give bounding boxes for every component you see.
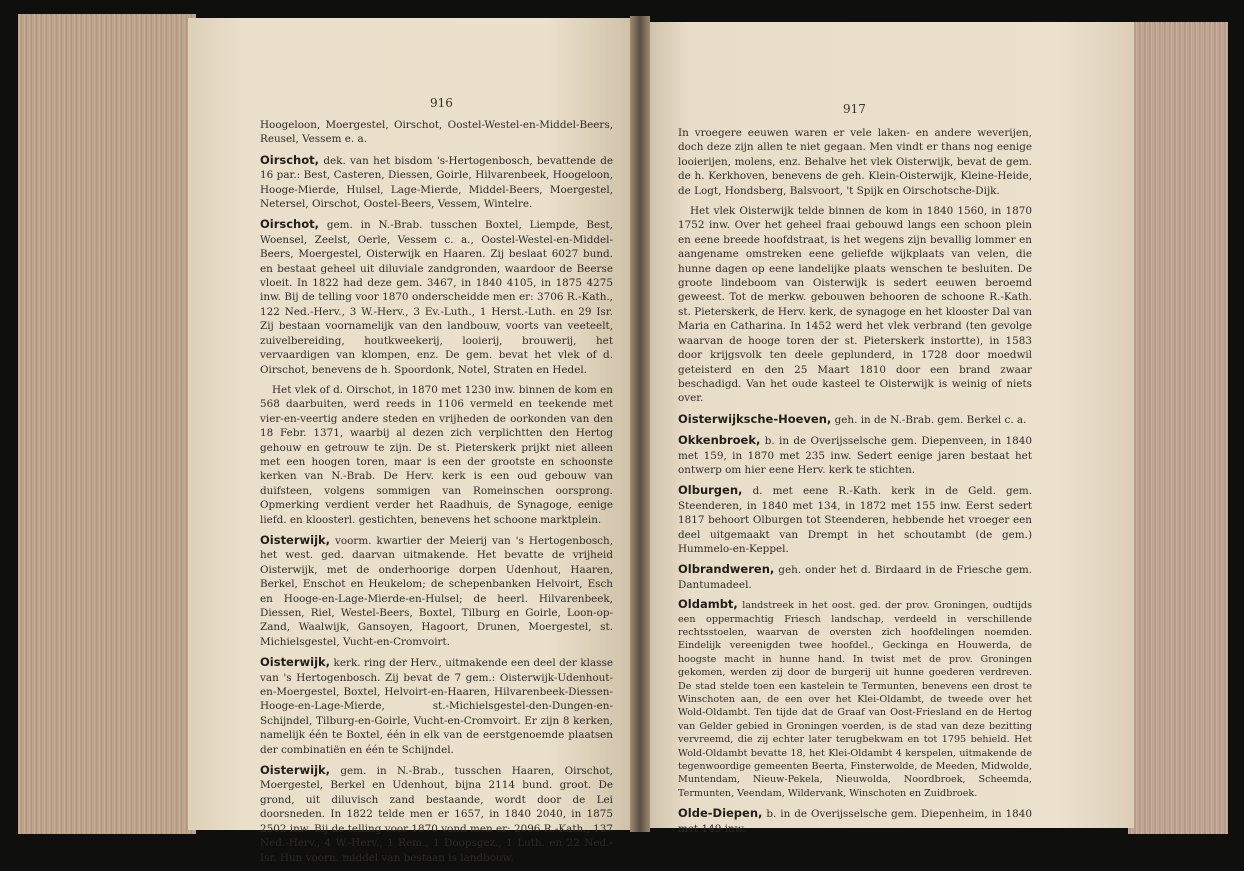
book-gutter — [630, 16, 650, 832]
left-page-number: 916 — [430, 96, 453, 110]
dictionary-entry — [678, 433, 1032, 477]
entry-headword: Oisterwijk, — [260, 655, 331, 670]
paragraph: Het vlek of d. Oirschot, in 1870 met 1230 inw. binnen de kom en 568 daarbuiten, werd reeds in 1106 vermeld en teekende met vier-en-veertig andere steden en vrijheden de oorkonden van den 18 Febr. 1371, waarbij al dezen zich verplichtten den Hertog gehouw en getrouw te zijn. De st. Pieterskerk prijkt niet alleen met een hoogen toren, maar is een der grootste en schoonste kerken van N.-Brab. De Herv. kerk is een oud gebouw van duifsteen, volgens sommigen van Romeinschen oorsprong. Opmerking verdient verder het Raadhuis, de Synagoge, eenige liefd. en kloosterl. gestichten, benevens het schoone marktplein. — [260, 383, 613, 526]
entry-headword: Oirschot, — [260, 217, 320, 232]
entry-headword: Olbrandweren, — [678, 562, 775, 577]
entry-text: voorm. kwartier der Meierij van 's Hertogenbosch, het west. ged. daarvan uitmakende. Het bevatte de vrijheid Oisterwijk, met de onderhoorige dorpen Udenhout, Haaren, Berkel, Enschot en Heukelom; de schepenbanken Helvoirt, Esch en Hooge-en-Lage-Mierde-en-Hulsel; de heerl. Hilvarenbeek, Diessen, Riel, Westel-Beers, Boxtel, Tilburg en Goirle, Loon-op-Zand, Waalwijk, Gansoyen, Hagoort, Drunen, Moergestel, st. Michielsgestel, Vucht-en-Cromvoirt. — [260, 534, 613, 648]
right-text-column — [678, 126, 1032, 842]
entry-headword: Oisterwijk, — [260, 763, 331, 778]
entry-text: geh. onder het d. Birdaard in de Friesche gem. Dantumadeel. — [678, 564, 1032, 591]
dictionary-entry — [260, 763, 613, 865]
dictionary-entry — [678, 806, 1032, 836]
entry-text: kerk. ring der Herv., uitmakende een deel der klasse van 's Hertogenbosch. Zij bevat de 7 gem.: Oisterwijk-Udenhout-en-Moergestel, Boxtel, Helvoirt-en-Haaren, Hilvarenbeek-Diessen-Hooge-en-Lage-Mierde, st.-Michielsgestel-den-Dungen-en-Schijndel, Tilburg-en-Goirle, Vucht-en-Cromvoirt. Er zijn 8 kerken, namelijk één te Boxtel, één in elk van de eerstgenoemde plaatsen der combinatiën en één te Schijndel. — [260, 657, 613, 756]
entry-text: b. in de Overijsselsche gem. Diepenveen, in 1840 met 159, in 1870 met 235 inw. Sedert eenige jaren bestaat het ontwerp om hier eene Herv. kerk te stichten. — [678, 435, 1032, 476]
dictionary-entry — [678, 483, 1032, 556]
entry-text: gem. in N.-Brab., tusschen Haaren, Oirschot, Moergestel, Berkel en Udenhout, bijna 2114 bund. groot. De grond, uit diluvisch zand bestaande, wordt door de Lei doorsneden. In 1822 telde men er 1657, in 1840 2040, in 1875 2502 inw. Bij de telling voor 1870 vond men er: 2096 R.-Kath., 137 Ned.-Herv., 4 W.-Herv., 1 Rem., 1 Doopsgez., 1 Luth. en 22 Ned.-Isr. Hun voorn. middel van bestaan is landbouw. — [260, 765, 613, 864]
right-page-number: 917 — [843, 102, 866, 116]
entry-text: dek. van het bisdom 's-Hertogenbosch, bevattende de 16 par.: Best, Casteren, Diessen, Goirle, Hilvarenbeek, Hoogeloon, Hooge-Mierde, Hulsel, Lage-Mierde, Middel-Beers, Moergestel, Netersel, Oirschot, Oostel-Beers, Vessem, Wintelre. — [260, 154, 613, 211]
entry-headword: Oirschot, — [260, 152, 320, 167]
entry-text: d. met eene R.-Kath. kerk in de Geld. gem. Steenderen, in 1840 met 134, in 1872 met 155 inw. Eerst sedert 1817 behoort Olburgen tot Steenderen, hebbende het vroeger een deel uitgemaakt van Drempt in het schoutambt (de gem.) Hummelo-en-Keppel. — [678, 485, 1032, 555]
entry-text: gem. in N.-Brab. tusschen Boxtel, Liempde, Best, Woensel, Zeelst, Oerle, Vessem c. a., Oostel-Westel-en-Middel-Beers, Moergestel, Oisterwijk en Haaren. Zij beslaat 6027 bund. en bestaat geheel uit diluviale zandgronden, waardoor de Beerse vloeit. In 1822 had deze gem. 3467, in 1840 4105, in 1875 4275 inw. Bij de telling voor 1870 onderscheidde men er: 3706 R.-Kath., 122 Ned.-Herv., 3 W.-Herv., 3 Ev.-Luth., 1 Herst.-Luth. en 29 Isr. Zij bestaan voornamelijk van den landbouw, voorts van veeteelt, zuivelbereiding, houtkweekerij, looierij, brouwerij, het vervaardigen van klompen, enz. De gem. bevat het vlek of d. Oirschot, benevens de h. Spoordonk, Notel, Straten en Hedel. — [260, 219, 613, 376]
left-text-column — [260, 118, 613, 871]
right-page-edges — [1128, 22, 1228, 834]
entry-text: b. in de Overijsselsche gem. Diepenheim, in 1840 met 149 inw. — [678, 808, 1032, 835]
paragraph: Hoogeloon, Moergestel, Oirschot, Oostel-Westel-en-Middel-Beers, Reusel, Vessem e. a. — [260, 119, 613, 146]
dictionary-entry — [260, 217, 613, 376]
dictionary-entry — [260, 153, 613, 212]
dictionary-entry — [260, 533, 613, 649]
dictionary-entry — [260, 655, 613, 757]
paragraph: In vroegere eeuwen waren er vele laken- en andere weverijen, doch deze zijn allen te niet gegaan. Men vindt er thans nog eenige looierijen, molens, enz. Behalve het vlek Oisterwijk, bevat de gem. de h. Kerkhoven, benevens de geh. Klein-Oisterwijk, Kleine-Heide, de Logt, Hondsberg, Balsvoort, 't Spijk en Oirschotsche-Dijk. — [678, 127, 1032, 197]
dictionary-entry — [678, 598, 1032, 800]
entry-headword: Oldambt, — [678, 597, 738, 612]
dictionary-entry — [678, 562, 1032, 592]
entry-headword: Oisterwijk, — [260, 532, 331, 547]
dictionary-entry — [678, 412, 1032, 427]
left-page-edges — [18, 14, 196, 834]
entry-text: geh. in de N.-Brab. gem. Berkel c. a. — [834, 413, 1027, 426]
entry-text: landstreek in het oost. ged. der prov. Groningen, oudtijds een oppermachtig Friesch landschap, verdeeld in verschillende rechtsstoelen, waarvan de oversten zich hoofdelingen noemden. Eindelijk vereenigden twee hoofdel., Geckinga en Houwerda, de hoogste macht in hunne hand. In twist met de prov. Groningen gekomen, werden zij door de burgerij uit hunne goederen verdreven. De stad stelde toen een kastelein te Termunten, benevens een drost te Winschoten aan, de een over het Klei-Oldambt, de tweede over het Wold-Oldambt. Ten tijde dat de Graaf van Oost-Friesland en de Hertog van Gelder gebied in Groningen voerden, is de stad van deze bezitting vervreemd, die zij echter later terugbekwam en tot 1795 behield. Het Wold-Oldambt bevatte 18, het Klei-Oldambt 4 kerspelen, uitmakende de tegenwoordige gemeenten Beerta, Finsterwolde, de Meeden, Midwolde, Muntendam, Nieuw-Pekela, Nieuwolda, Noordbroek, Scheemda, Termunten, Veendam, Wildervank, Winschoten en Zuidbroek. — [678, 600, 1032, 799]
entry-headword: Olburgen, — [678, 483, 743, 498]
entry-headword: Oisterwijksche-Hoeven, — [678, 411, 832, 426]
paragraph: Het vlek Oisterwijk telde binnen de kom in 1840 1560, in 1870 1752 inw. Over het geheel fraai gebouwd langs een schoon plein en eene breede hoofdstraat, is het wegens zijn bevallig lommer en aangename omstreken eene geliefde wijkplaats van velen, die hunne dagen op eene landelijke plaats wenschen te besluiten. De groote lindeboom van Oisterwijk is sedert eeuwen beroemd geweest. Tot de merkw. gebouwen behooren de schoone R.-Kath. st. Pieterskerk, de Herv. kerk, de synagoge en het klooster Dal van Maria en Catharina. In 1452 werd het vlek verbrand (ten gevolge waarvan de hooge toren der st. Pieterskerk instortte), in 1583 door krijgsvolk ten deele geplunderd, in 1728 door moedwil geteisterd en den 25 Maart 1810 door een brand zwaar beschadigd. Van het oude kasteel te Oisterwijk is weinig of niets over. — [678, 205, 1032, 405]
entry-headword: Okkenbroek, — [678, 433, 761, 448]
entry-headword: Olde-Diepen, — [678, 806, 763, 821]
